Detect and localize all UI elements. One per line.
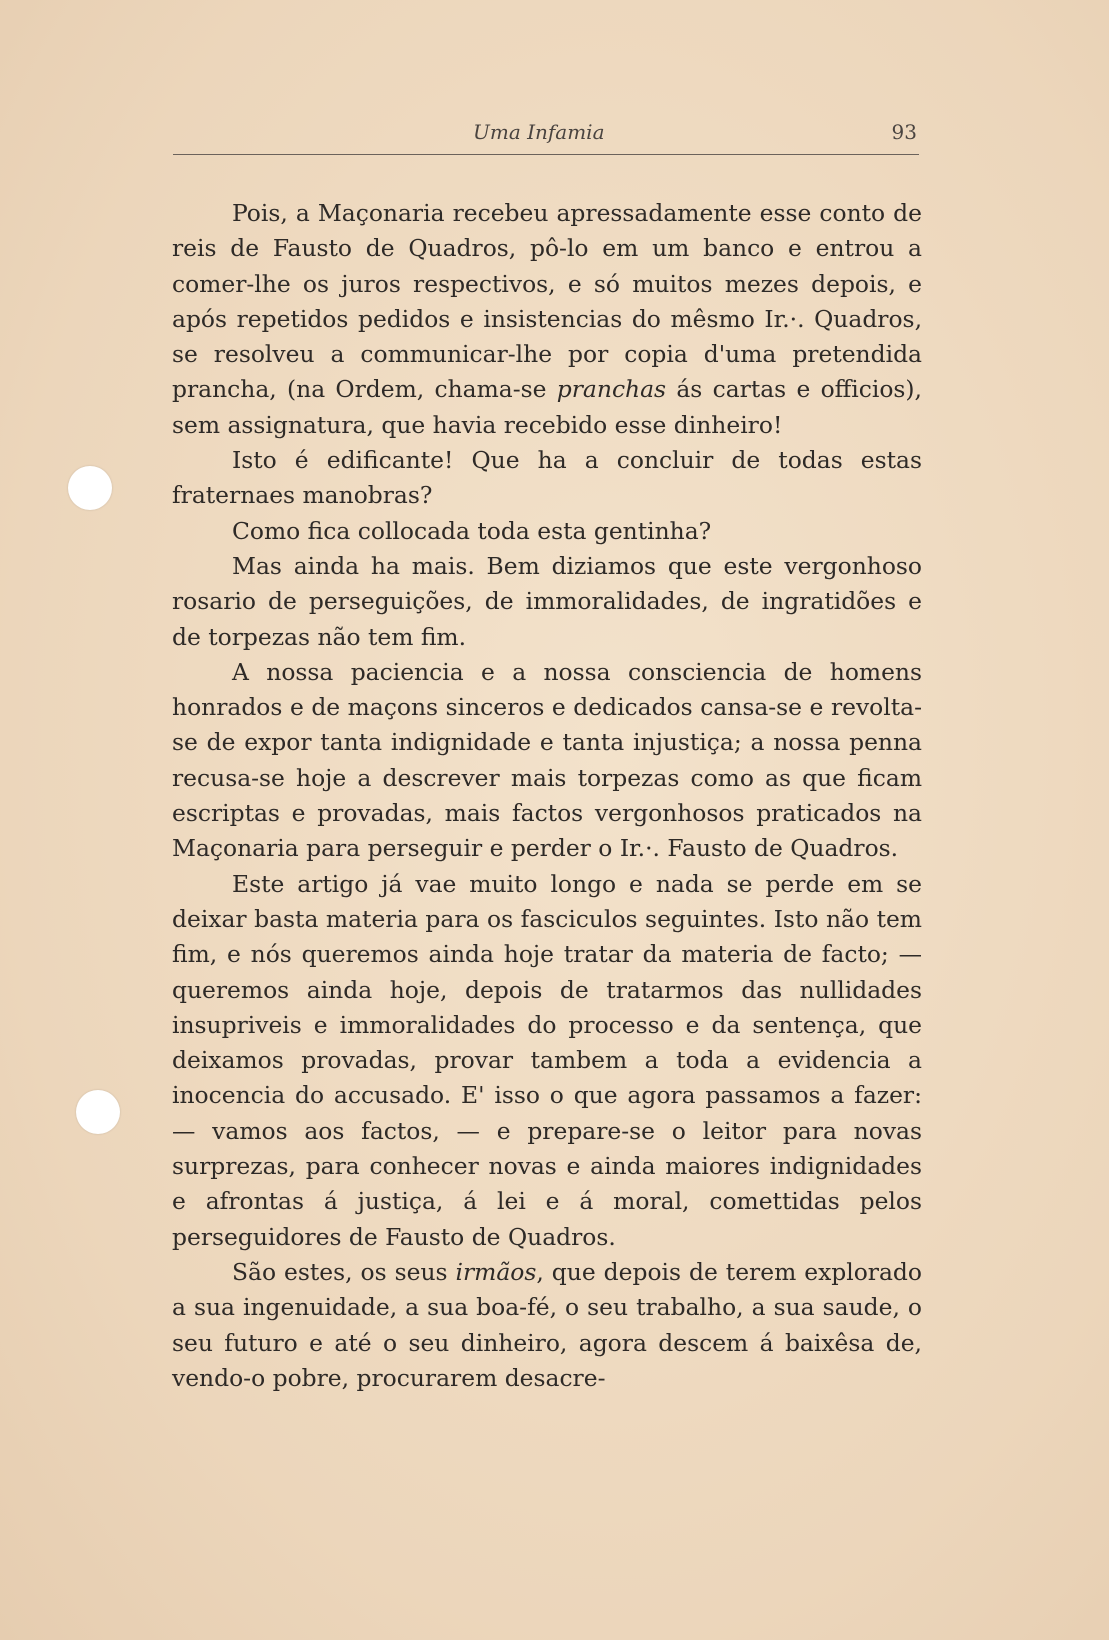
paragraph [172,549,922,655]
paragraph [172,1255,922,1396]
paragraph-text: Pois, a Maçonaria recebeu apressadamente esse conto de reis de Fausto de Quadros, pô-lo em um banco e entrou a comer-lhe os juros respectivos, e só muitos mezes depois, e após repetidos pedidos e insistencias do mêsmo Ir.·. Quadros, se resolveu a communicar-lhe por copia d'uma pretendida prancha, (na Ordem, chama-se [172,199,922,404]
paragraph-text: A nossa paciencia e a nossa consciencia de homens honrados e de maçons sinceros e dedicados cansa-se e revolta-se de expor tanta indignidade e tanta injustiça; a nossa penna recusa-se hoje a descrever mais torpezas como as que ficam escriptas e provadas, mais factos vergonhosos praticados na Maçonaria para perseguir e perder o Ir.·. Fausto de Quadros. [172,657,922,863]
paragraph [172,443,922,514]
paragraph-text: Mas ainda ha mais. Bem diziamos que este vergonhoso rosario de perseguições, de immoralidades, de ingratidões e de torpezas não tem fim. [172,551,922,651]
paragraph-text: , que depois de terem explorado a sua ingenuidade, a sua boa-fé, o seu trabalho, a sua saude, o seu futuro e até o seu dinheiro, agora descem á baixêsa de, vendo-o pobre, procurarem desacre- [172,1257,922,1392]
paragraph-text: Como fica collocada toda esta gentinha? [232,516,712,545]
page-header [173,118,919,155]
paragraph [172,655,922,867]
paragraph [172,867,922,1255]
paragraph-text: ás cartas e officios), sem assignatura, que havia recebido esse dinheiro! [172,375,922,439]
paragraph-text: Isto é edificante! Que ha a concluir de todas estas fraternaes manobras? [172,446,922,510]
italic-word: pranchas [556,375,667,404]
paragraph [172,514,922,549]
page-number: 93 [891,120,917,144]
running-title: Uma Infamia [473,120,605,144]
body-text [172,196,922,1396]
paragraph-text: Este artigo já vae muito longo e nada se perde em se deixar basta materia para os fasciculos seguintes. Isto não tem fim, e nós queremos ainda hoje tratar da materia de facto; —queremos ainda hoje, depois de tratarmos das nullidades insupriveis e immoralidades do processo e da sentença, que deixamos provadas, provar tambem a toda a evidencia a inocencia do accusado. E' isso o que agora passamos a fazer: — vamos aos factos, — e prepare-se o leitor para novas surprezas, para conhecer novas e ainda maiores indignidades e afrontas á justiça, á lei e á moral, comettidas pelos perseguidores de Fausto de Quadros. [172,869,922,1251]
paragraph-text: São estes, os seus [232,1257,456,1286]
punch-hole [68,466,112,510]
paragraph [172,196,922,443]
punch-hole [76,1090,120,1134]
italic-word: irmãos [455,1257,537,1286]
